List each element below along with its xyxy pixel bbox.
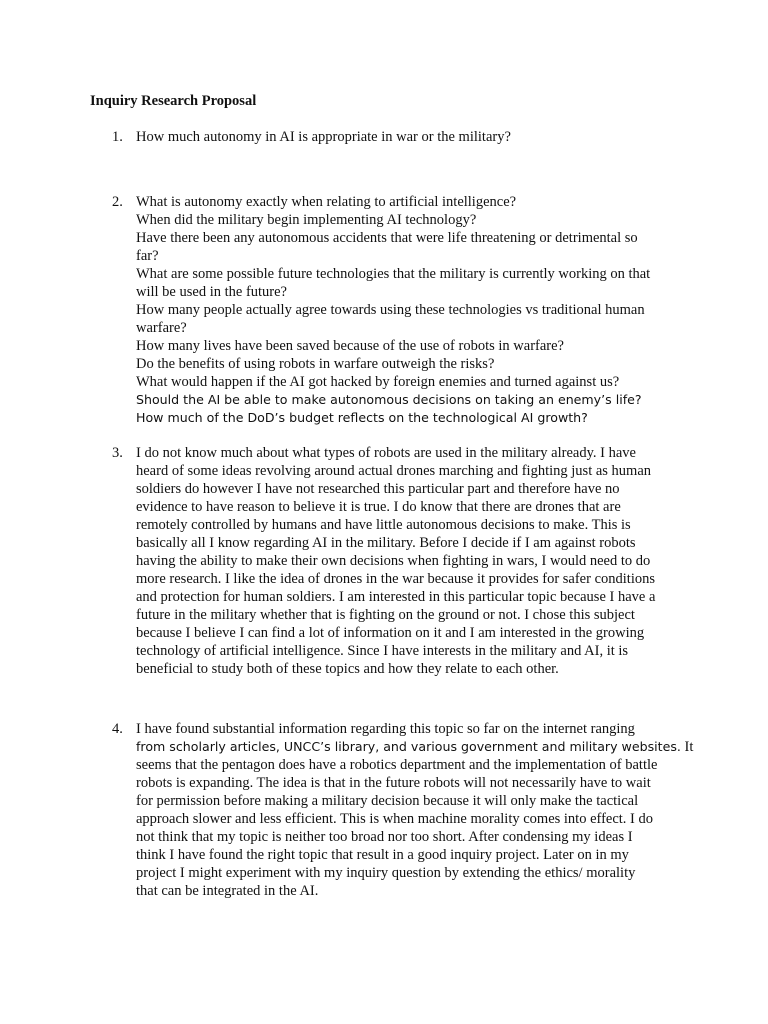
paragraph-line <box>136 738 694 756</box>
paragraph-line: project I might experiment with my inquiry question by extending the ethics/ morality <box>136 865 636 881</box>
question-line: warfare? <box>136 320 187 336</box>
paragraph-line: I have found substantial information regarding this topic so far on the internet ranging <box>136 721 635 737</box>
paragraph-segment-serif: It <box>680 739 694 755</box>
paragraph-line: remotely controlled by humans and have little autonomous decisions to make. This is <box>136 517 631 533</box>
question-line: Do the benefits of using robots in warfare outweigh the risks? <box>136 356 495 372</box>
question-line: will be used in the future? <box>136 284 287 300</box>
paragraph <box>136 720 694 900</box>
question-line: What are some possible future technologies that the military is currently working on that <box>136 266 651 282</box>
item-text <box>136 128 684 146</box>
question-line: Should the AI be able to make autonomous decisions on taking an enemy’s life? <box>136 392 642 407</box>
item-number: 3. <box>112 445 123 461</box>
paragraph-line: beneficial to study both of these topics and how they relate to each other. <box>136 661 559 677</box>
document-title: Inquiry Research Proposal <box>90 93 257 109</box>
paragraph-line: and protection for human soldiers. I am interested in this particular topic because I have a <box>136 589 656 605</box>
paragraph-line: that can be integrated in the AI. <box>136 883 319 899</box>
paragraph-line: I do not know much about what types of robots are used in the military already. I have <box>136 445 636 461</box>
question-list <box>136 193 684 427</box>
paragraph-line: robots is expanding. The idea is that in the future robots will not necessarily have to wait <box>136 775 651 791</box>
paragraph-line: approach slower and less efficient. This is when machine morality comes into effect. I do <box>136 811 654 827</box>
paragraph-line: technology of artificial intelligence. Since I have interests in the military and AI, it is <box>136 643 629 659</box>
paragraph-line: future in the military whether that is fighting on the ground or not. I chose this subject <box>136 607 635 623</box>
paragraph-line: evidence to have reason to believe it is true. I do know that there are drones that are <box>136 499 621 515</box>
question-line: What would happen if the AI got hacked by foreign enemies and turned against us? <box>136 374 620 390</box>
question-line: Have there been any autonomous accidents that were life threatening or detrimental so <box>136 230 638 246</box>
paragraph-line: think I have found the right topic that result in a good inquiry project. Later on in my <box>136 847 629 863</box>
paragraph-line: more research. I like the idea of drones in the war because it provides for safer conditions <box>136 571 655 587</box>
text-line: How much autonomy in AI is appropriate in war or the military? <box>136 129 511 145</box>
question-line: When did the military begin implementing AI technology? <box>136 212 477 228</box>
paragraph <box>136 444 684 678</box>
item-number: 2. <box>112 194 123 210</box>
item-number: 4. <box>112 721 123 737</box>
paragraph-line: heard of some ideas revolving around actual drones marching and fighting just as human <box>136 463 652 479</box>
question-line: What is autonomy exactly when relating to artificial intelligence? <box>136 194 517 210</box>
paragraph-line: basically all I know regarding AI in the military. Before I decide if I am against robots <box>136 535 636 551</box>
question-line: How many people actually agree towards using these technologies vs traditional human <box>136 302 645 318</box>
paragraph-line: because I believe I can find a lot of information on it and I am interested in the growing <box>136 625 645 641</box>
paragraph-line: seems that the pentagon does have a robotics department and the implementation of battle <box>136 757 658 773</box>
paragraph-line: not think that my topic is neither too broad nor too short. After condensing my ideas I <box>136 829 633 845</box>
paragraph-line: soldiers do however I have not researched this particular part and therefore have no <box>136 481 620 497</box>
question-line: How many lives have been saved because of the use of robots in warfare? <box>136 338 564 354</box>
question-line: How much of the DoD’s budget reflects on the technological AI growth? <box>136 410 588 425</box>
paragraph-line: for permission before making a military decision because it will only make the tactical <box>136 793 639 809</box>
item-number: 1. <box>112 129 123 145</box>
paragraph-line: having the ability to make their own decisions when fighting in wars, I would need to do <box>136 553 651 569</box>
question-line: far? <box>136 248 159 264</box>
paragraph-segment-sans: from scholarly articles, UNCC’s library, and various government and military websites. <box>136 739 681 754</box>
